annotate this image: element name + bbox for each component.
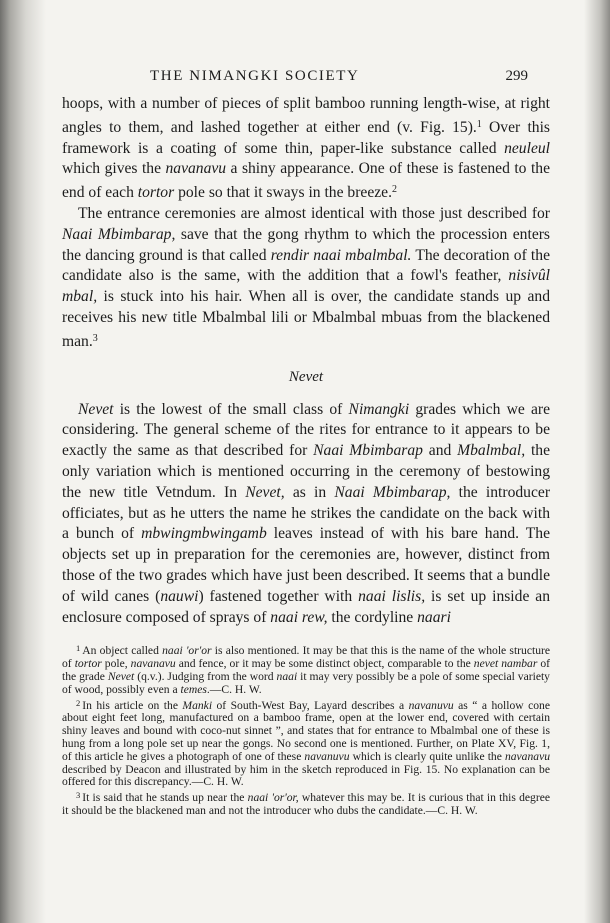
footnote-ref-1: 1 — [476, 118, 482, 130]
footnote: $^3$ It is said that he stands up near the naai 'or'or, whatever this may be. It is curious that in this degree it should be the blackened man and not the introducer who dubs the candidate.—C. H. W. — [62, 790, 550, 817]
footnote: $^2$ In his article on the Manki of South-West Bay, Layard describes a navanuvu as “ a hollow cone about eight feet long, manufactured on a bamboo frame, open at the lower end, covered with certain shiny leaves and bound with coco-nut sinnet ”, and states that for entrance to Mbalmbal one of these is hung from a long pole set up near the gongs. No second one is mentioned. Further, on Plate XV, Fig. 1, of this article he gives a photograph of one of these navanuvu which is clearly quite unlike the navanavu described by Deacon and illustrated by him in the sketch reproduced in Fig. 15. No explanation can be offered for this discrepancy.—C. H. W. — [62, 697, 551, 789]
section-heading: Nevet — [288, 368, 324, 385]
footnote-ref-3: 3 — [92, 332, 98, 344]
page-edge-shadow-right — [584, 0, 610, 923]
paragraph: Nevet is the lowest of the small class of Nimangki grades which we are considering. The general scheme of the rites for entrance to it appears to be exactly the same as that described for Naai Mbimbarap and Mbalmbal, the only variation which is mentioned occurring in the ceremony of bestowing the new title Vetndum. In Nevet, as in Naai Mbimbarap, the introducer officiates, but as he utters the name he strikes the candidate on the back with a bunch of mbwingmbwingamb leaves instead of with his bare hand. The objects set up in preparation for the ceremonies are, however, distinct from those of the two grades which have just been described. It seems that a bundle of wild canes (nauwi) fastened together with naai lislis, is set up inside an enclosure composed of sprays of naai rew, the cordyline naari — [62, 400, 551, 626]
paragraph: hoops, with a number of pieces of split bamboo running length-wise, at right angles to them, and lashed together at either end (v. Fig. 15).$^1$ Over this framework is a coating of some thin, paper-like substance called neuleul which gives the navanavu a shiny appearance. One of these is fastened to the end of each tortor pole so that it sways in the breeze.$^2$ — [62, 95, 551, 202]
running-title: THE NIMANGKI SOCIETY — [150, 68, 360, 84]
running-head — [62, 60, 550, 88]
body-text — [62, 94, 550, 628]
footnote-ref-2: 2 — [392, 184, 397, 196]
page-binding-shadow-left — [0, 0, 46, 923]
book-page — [62, 60, 550, 818]
page-number: 299 — [505, 68, 528, 84]
footnote: $^1$ An object called naai 'or'or is also mentioned. It may be that this is the name of the whole structure of tortor pole, navanavu and fence, or it may be some distinct object, comparable to the nevet nambar of the grade Nevet (q.v.). Judging from the word naai it may very possibly be a pole of some special variety of wood, possibly even a temes.—C. H. W. — [62, 643, 551, 696]
paragraph: The entrance ceremonies are almost identical with those just described for Naai Mbimbarap, save that the gong rhythm to which the procession enters the dancing ground is that called rendir naai mbalmbal. The decoration of the candidate also is the same, with the addition that a fowl's feather, nisivûl mbal, is stuck into his hair. When all is over, the candidate stands up and receives his new title Mbalmbal lili or Mbalmbal mbuas from the blackened man.$^3$ — [62, 204, 550, 350]
footnotes — [62, 642, 550, 817]
